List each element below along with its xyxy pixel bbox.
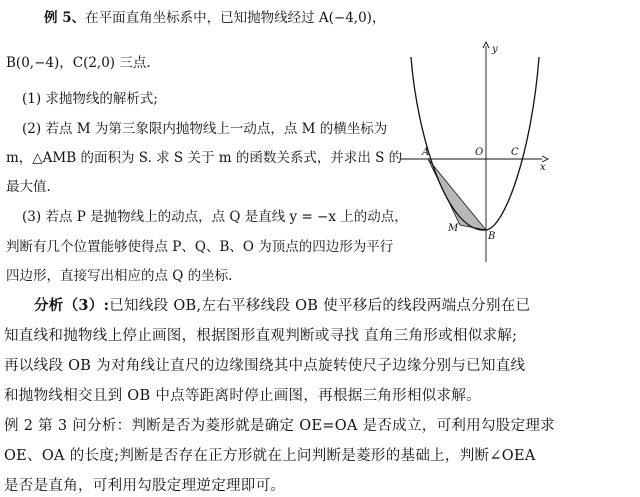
question-1: (1) 求抛物线的解析式; [22,91,158,107]
example-label: 例 5、 [44,10,86,26]
question-3-line-2: 判断有几个位置能够使得点 P、Q、B、O 为顶点的四边形为平行 [6,239,394,255]
point-m-label: M [448,223,459,234]
question-3-line-1: (3) 若点 P 是抛物线上的动点，点 Q 是直线 y = −x 上的动点， [22,209,408,225]
problem-title-line [44,9,385,27]
y-axis-label: y [492,44,498,55]
x-axis-label: x [540,162,546,173]
point-o-label: O [475,147,484,158]
question-3-line-3: 四边形，直接写出相应的点 Q 的坐标. [6,268,233,284]
analysis-line-3: 再以线段 OB 为对角线让直尺的边缘围绕其中点旋转使尺子边缘分别与已知直线 [4,358,526,374]
problem-points-line: B(0,−4)，C(2,0) 三点. [6,55,151,71]
shaded-triangle-amb [428,159,486,230]
analysis-line-4: 和抛物线相交且到 OB 中点等距离时停止画图，再根据三角形相似求解。 [4,388,481,404]
analysis-label: 分析（3）: [34,297,110,314]
question-2-line-3: 最大值. [6,179,51,195]
problem-intro: 在平面直角坐标系中，已知抛物线经过 A(−4,0)， [85,10,386,26]
question-2-line-2: m，△AMB 的面积为 S. 求 S 关于 m 的函数关系式，并求出 S 的 [6,150,403,166]
point-b-label: B [488,231,496,242]
example2-line-1: 例 2 第 3 问分析：判断是否为菱形就是确定 OE=OA 是否成立，可利用勾股定理求 [4,418,555,434]
example2-line-3: 是否是直角，可利用勾股定理逆定理即可。 [4,478,286,494]
analysis-line-2: 知直线和抛物线上停止画图，根据图形直观判断或寻找 直角三角形或相似求解; [4,328,518,344]
analysis-text-1: 已知线段 OB,左右平移线段 OB 使平移后的线段两端点分别在已 [109,298,531,314]
example2-line-2: OE、OA 的长度;判断是否存在正方形就在上问判断是菱形的基础上，判断∠OEA [4,448,536,464]
parabola-figure [392,40,640,300]
question-2-line-1: (2) 若点 M 为第三象限内抛物线上一动点，点 M 的横坐标为 [22,121,388,137]
point-a-label: A [422,147,430,158]
parabola-curve [411,57,539,230]
point-c-label: C [511,147,519,158]
